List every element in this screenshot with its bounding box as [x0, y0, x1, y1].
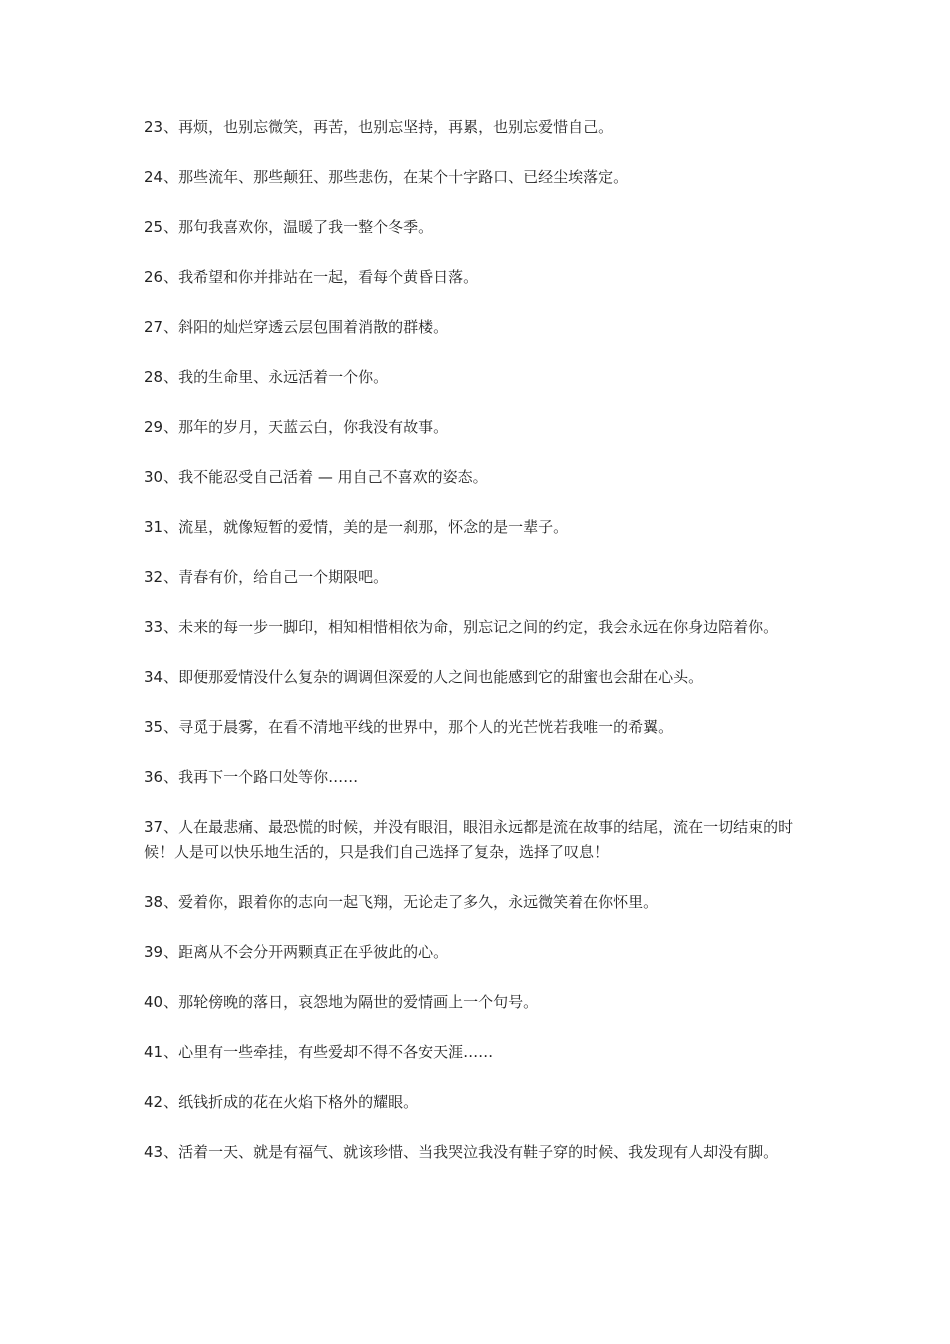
- list-item: 29、那年的岁月，天蓝云白，你我没有故事。: [144, 418, 449, 436]
- list-item: 36、我再下一个路口处等你……: [144, 768, 359, 786]
- list-item: 26、我希望和你并排站在一起，看每个黄昏日落。: [144, 268, 479, 286]
- list-item: 25、那句我喜欢你，温暖了我一整个冬季。: [144, 218, 434, 236]
- list-item: 42、纸钱折成的花在火焰下格外的耀眼。: [144, 1093, 419, 1111]
- list-item: 24、那些流年、那些颠狂、那些悲伤，在某个十字路口、已经尘埃落定。: [144, 168, 629, 186]
- list-item: 35、寻觅于晨雾，在看不清地平线的世界中，那个人的光芒恍若我唯一的希翼。: [144, 718, 674, 736]
- list-item: 37、人在最悲痛、最恐慌的时候，并没有眼泪，眼泪永远都是流在故事的结尾，流在一切结束的时候！人是可以快乐地生活的，只是我们自己选择了复杂，选择了叹息！: [144, 818, 794, 861]
- list-item: 32、青春有价，给自己一个期限吧。: [144, 568, 389, 586]
- quote-list: [144, 115, 806, 1190]
- list-item: 34、即便那爱情没什么复杂的调调但深爱的人之间也能感到它的甜蜜也会甜在心头。: [144, 668, 704, 686]
- list-item: 30、我不能忍受自己活着 — 用自己不喜欢的姿态。: [144, 468, 488, 486]
- list-item: 23、再烦，也别忘微笑，再苦，也别忘坚持，再累，也别忘爱惜自己。: [144, 118, 614, 136]
- list-item: 27、斜阳的灿烂穿透云层包围着消散的群楼。: [144, 318, 449, 336]
- list-item: 33、未来的每一步一脚印，相知相惜相依为命，别忘记之间的约定，我会永远在你身边陪着你。: [144, 618, 779, 636]
- list-item: 41、心里有一些牵挂，有些爱却不得不各安天涯……: [144, 1043, 494, 1061]
- list-item: 28、我的生命里、永远活着一个你。: [144, 368, 389, 386]
- list-item: 39、距离从不会分开两颗真正在乎彼此的心。: [144, 943, 449, 961]
- list-item: 31、流星，就像短暂的爱情，美的是一刹那，怀念的是一辈子。: [144, 518, 569, 536]
- list-item: 40、那轮傍晚的落日，哀怨地为隔世的爱情画上一个句号。: [144, 993, 539, 1011]
- list-item: 43、活着一天、就是有福气、就该珍惜、当我哭泣我没有鞋子穿的时候、我发现有人却没有脚。: [144, 1143, 779, 1161]
- list-item: 38、爱着你，跟着你的志向一起飞翔，无论走了多久，永远微笑着在你怀里。: [144, 893, 659, 911]
